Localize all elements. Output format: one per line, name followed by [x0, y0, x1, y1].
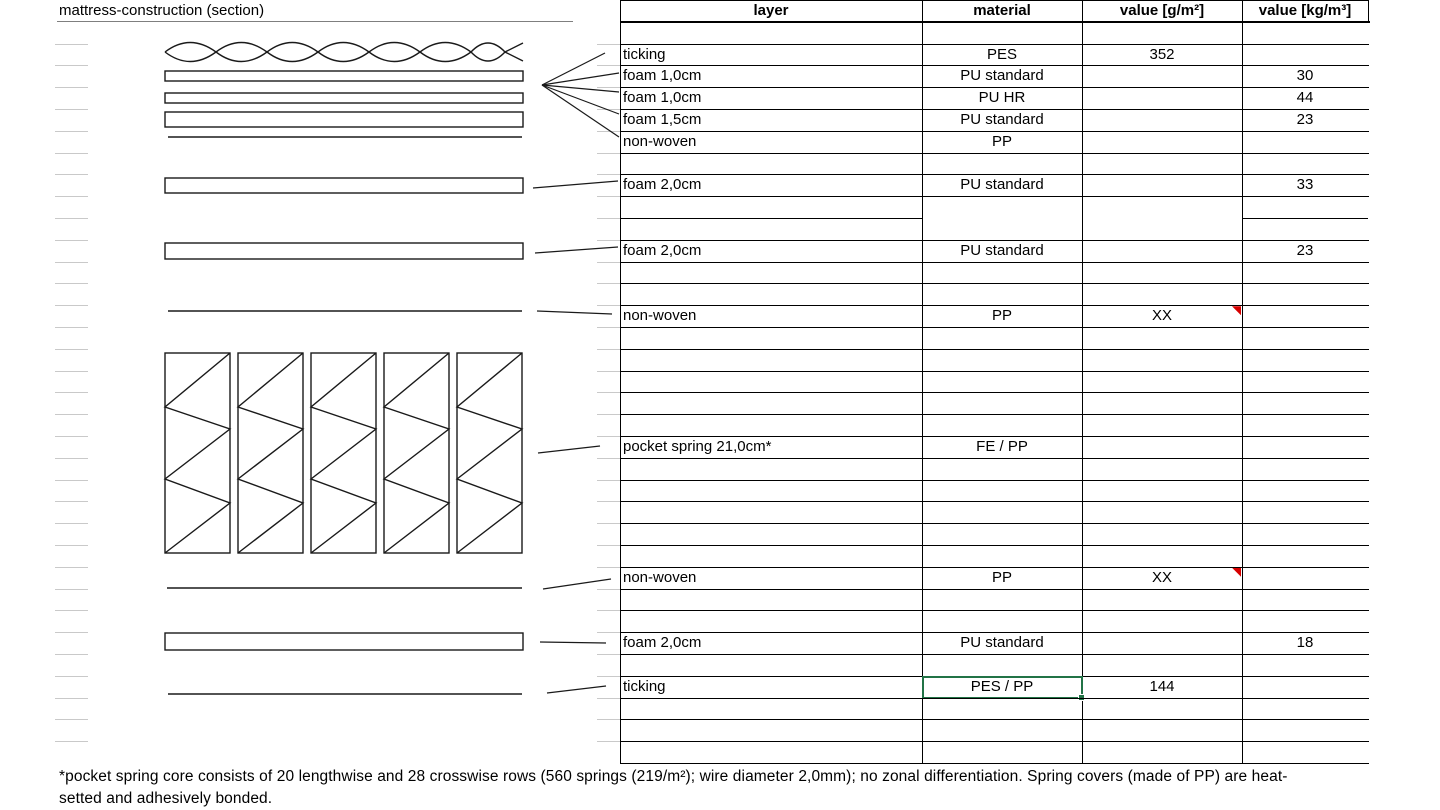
row-border: [620, 698, 1369, 699]
cell-material-row11[interactable]: PU standard: [960, 241, 1044, 259]
row-border-seg: [1242, 218, 1368, 219]
callout-lines: [533, 53, 619, 693]
cell-material-row29[interactable]: PU standard: [960, 634, 1044, 652]
row-border: [620, 480, 1369, 481]
cell-layer-row2[interactable]: ticking: [623, 45, 666, 63]
cell-value-kg-row8[interactable]: 33: [1296, 176, 1314, 194]
row-border: [620, 458, 1369, 459]
footnote-line-2: setted and adhesively bonded.: [59, 790, 273, 807]
cell-material-row26[interactable]: PP: [991, 568, 1012, 586]
cell-layer-row4[interactable]: foam 1,0cm: [623, 89, 702, 107]
cell-layer-row20[interactable]: pocket spring 21,0cm*: [623, 438, 772, 455]
cell-layer-row3[interactable]: foam 1,0cm: [623, 67, 702, 85]
column-header-kg: value [kg/m³]: [1258, 2, 1352, 19]
column-header-material: material: [973, 2, 1031, 19]
cell-value-g-row26[interactable]: XX: [1151, 568, 1172, 586]
row-border: [620, 414, 1369, 415]
cell-value-kg-row29[interactable]: 18: [1296, 634, 1314, 652]
row-border: [620, 327, 1369, 328]
header-underline: [620, 21, 1370, 23]
cell-value-kg-row5[interactable]: 23: [1296, 111, 1314, 128]
page-title: mattress-construction (section): [59, 2, 265, 19]
table-vline-2: [1082, 0, 1083, 763]
row-border: [620, 501, 1369, 502]
row-border: [620, 654, 1369, 655]
column-header-layer: layer: [753, 2, 789, 19]
layers-table: [620, 0, 1370, 764]
row-border: [620, 262, 1369, 263]
cell-value-kg-row3[interactable]: 30: [1296, 67, 1314, 85]
cell-layer-row31[interactable]: ticking: [623, 677, 666, 695]
row-border: [620, 523, 1369, 524]
row-border: [620, 763, 1369, 764]
table-vline-right: [1368, 0, 1369, 22]
pocket-spring-illustration[interactable]: [165, 353, 522, 553]
row-border: [620, 589, 1369, 590]
cell-layer-row26[interactable]: non-woven: [623, 568, 697, 586]
cell-value-kg-row4[interactable]: 44: [1296, 89, 1314, 107]
row-border: [620, 349, 1369, 350]
cell-layer-row14[interactable]: non-woven: [623, 307, 697, 325]
row-border: [620, 719, 1369, 720]
cell-material-row2[interactable]: PES: [986, 45, 1017, 63]
cell-material-row4[interactable]: PU HR: [978, 89, 1026, 107]
row-border: [620, 283, 1369, 284]
row-border: [620, 610, 1369, 611]
cell-value-kg-row11[interactable]: 23: [1296, 241, 1314, 259]
footnote-line-1: *pocket spring core consists of 20 lengthwise and 28 crosswise rows (560 springs (219/m²); wire diameter 2,0mm); no zonal differentiation. Spring covers (made of PP) are heat-: [59, 768, 1288, 785]
cell-value-g-row2[interactable]: 352: [1149, 45, 1175, 63]
cell-material-row20[interactable]: FE / PP: [976, 438, 1028, 455]
row-border-seg: [620, 218, 922, 219]
cell-layer-row8[interactable]: foam 2,0cm: [623, 176, 702, 194]
row-border: [620, 153, 1369, 154]
ticking-quilt-illustration[interactable]: [165, 43, 523, 62]
cell-layer-row5[interactable]: foam 1,5cm: [623, 111, 702, 128]
selected-cell-outline: [922, 676, 1083, 699]
cell-layer-row11[interactable]: foam 2,0cm: [623, 241, 702, 259]
foam-layer-rects[interactable]: [165, 71, 523, 650]
cell-material-row6[interactable]: PP: [991, 132, 1012, 150]
cell-material-row5[interactable]: PU standard: [960, 111, 1044, 128]
cell-material-row3[interactable]: PU standard: [960, 67, 1044, 85]
row-border: [620, 196, 1369, 197]
cell-material-row14[interactable]: PP: [991, 307, 1012, 325]
cell-value-g-row31[interactable]: 144: [1149, 677, 1175, 695]
row-border: [620, 392, 1369, 393]
cell-layer-row6[interactable]: non-woven: [623, 132, 697, 150]
cell-material-row8[interactable]: PU standard: [960, 176, 1044, 194]
cell-layer-row29[interactable]: foam 2,0cm: [623, 634, 702, 652]
column-header-g: value [g/m²]: [1119, 2, 1205, 19]
cell-value-g-row14[interactable]: XX: [1151, 307, 1172, 325]
footnote: [59, 766, 1399, 810]
row-border: [620, 545, 1369, 546]
nonwoven-ticking-lines[interactable]: [167, 137, 522, 694]
row-border: [620, 371, 1369, 372]
row-border: [620, 741, 1369, 742]
cell-material-row31[interactable]: PES / PP: [970, 677, 1034, 695]
